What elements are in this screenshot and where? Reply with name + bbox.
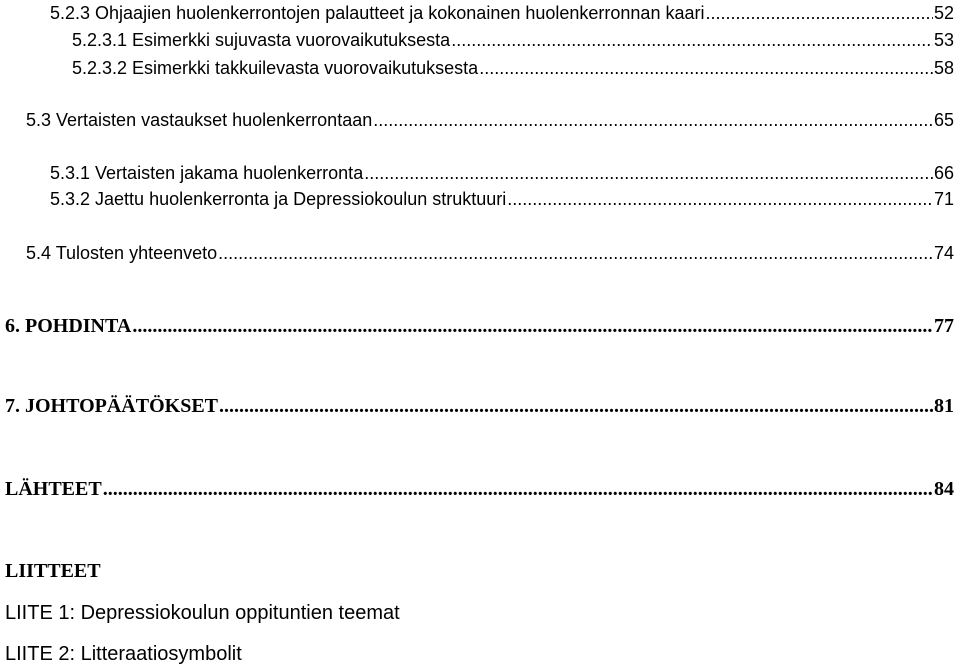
toc-entry-title: 5.2.3.2 Esimerkki takkuilevasta vuorovaikutuksesta: [72, 55, 479, 81]
toc-entry-title: 7. JOHTOPÄÄTÖKSET: [5, 395, 219, 417]
toc-entry-title: 5.3 Vertaisten vastaukset huolenkerrontaan: [26, 107, 373, 133]
dot-leader: [218, 240, 933, 266]
dot-leader: [373, 107, 933, 133]
toc-entry-page: 77: [934, 315, 954, 337]
toc-entry-5-4[interactable]: [26, 240, 954, 266]
toc-entry-page: 52: [933, 0, 954, 26]
toc-entry-title: 6. POHDINTA: [5, 315, 132, 337]
toc-entry-page: 66: [933, 160, 954, 186]
toc-entry-5-2-3-1[interactable]: [72, 27, 954, 53]
toc-entry-title: LÄHTEET: [5, 478, 102, 500]
dot-leader: [364, 160, 933, 186]
toc-entry-title: 5.4 Tulosten yhteenveto: [26, 240, 218, 266]
appendix-item-2[interactable]: LIITE 2: Litteraatiosymbolit: [5, 643, 242, 665]
toc-entry-title: 5.2.3.1 Esimerkki sujuvasta vuorovaikutuksesta: [72, 27, 451, 53]
toc-entry-page: 74: [933, 240, 954, 266]
toc-entry-5-3-1[interactable]: [50, 160, 954, 186]
toc-entry-5-3[interactable]: [26, 107, 954, 133]
toc-entry-page: 53: [933, 27, 954, 53]
dot-leader: [219, 393, 933, 419]
toc-entry-5-2-3[interactable]: [50, 0, 954, 26]
toc-entry-johtopaatokset[interactable]: [5, 393, 954, 419]
dot-leader: [705, 0, 933, 26]
toc-entry-lahteet[interactable]: [5, 476, 954, 502]
toc-entry-title: 5.3.1 Vertaisten jakama huolenkerronta: [50, 160, 364, 186]
toc-entry-pohdinta[interactable]: [5, 313, 954, 339]
toc-entry-page: 65: [933, 107, 954, 133]
dot-leader: [479, 55, 933, 81]
toc-entry-5-2-3-2[interactable]: [72, 55, 954, 81]
dot-leader: [451, 27, 933, 53]
toc-entry-page: 58: [933, 55, 954, 81]
dot-leader: [103, 476, 933, 502]
toc-entry-page: 81: [934, 395, 954, 417]
toc-entry-title: 5.3.2 Jaettu huolenkerronta ja Depressiokoulun struktuuri: [50, 186, 507, 212]
dot-leader: [132, 313, 933, 339]
toc-entry-page: 84: [934, 478, 954, 500]
toc-entry-5-3-2[interactable]: [50, 186, 954, 212]
appendix-item-1[interactable]: LIITE 1: Depressiokoulun oppituntien teemat: [5, 602, 400, 624]
toc-entry-page: 71: [933, 186, 954, 212]
dot-leader: [507, 186, 933, 212]
appendix-heading: LIITTEET: [5, 560, 101, 582]
toc-entry-title: 5.2.3 Ohjaajien huolenkerrontojen palautteet ja kokonainen huolenkerronnan kaari: [50, 0, 705, 26]
